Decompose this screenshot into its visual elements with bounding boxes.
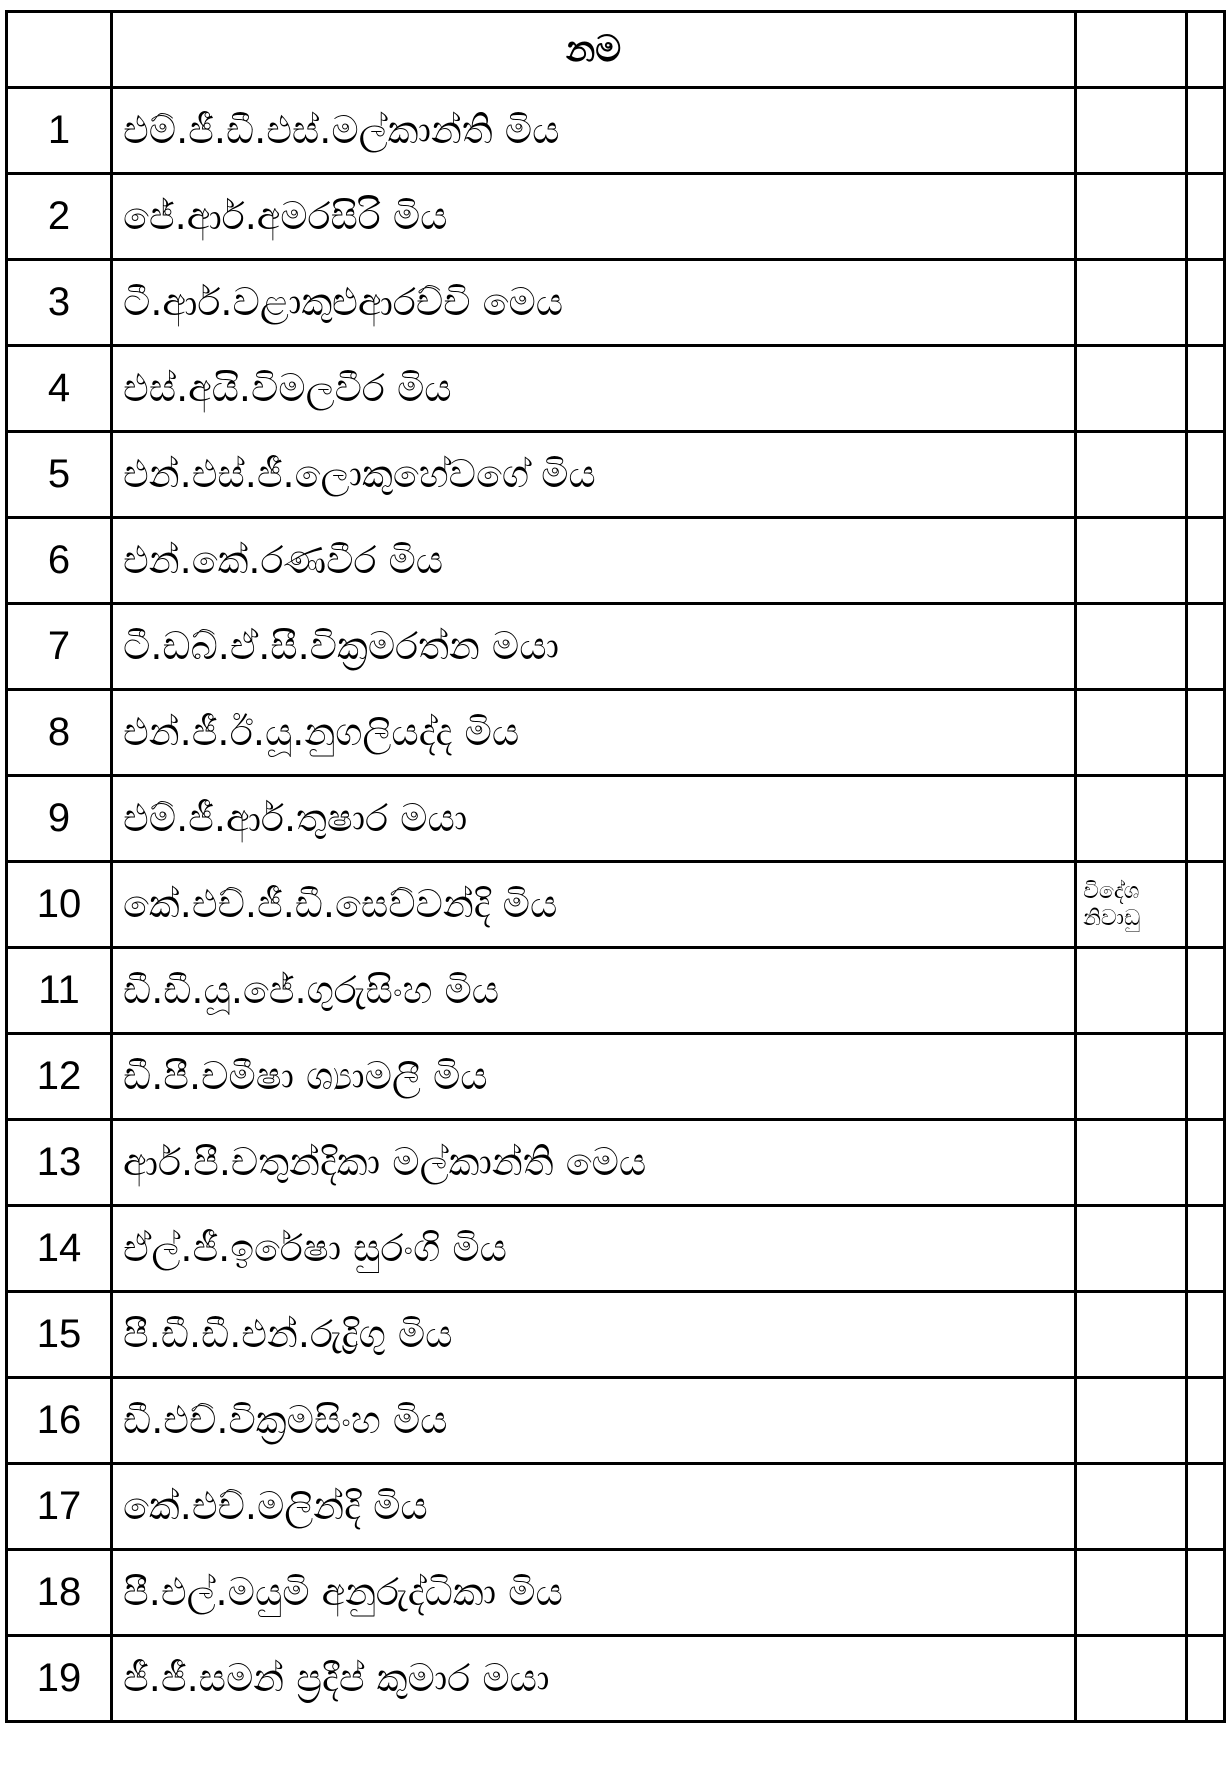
row-number-cell: 19: [7, 1636, 112, 1722]
table-row: [7, 1636, 1225, 1722]
table-row: [7, 1292, 1225, 1378]
table-row: [7, 1378, 1225, 1464]
row-name-cell: එන්.කේ.රණවීර මිය: [112, 518, 1076, 604]
row-extra-cell: [1186, 690, 1224, 776]
row-number-cell: 14: [7, 1206, 112, 1292]
row-note-cell: [1076, 1378, 1187, 1464]
row-extra-cell: [1186, 776, 1224, 862]
table-row: [7, 948, 1225, 1034]
row-number-cell: 12: [7, 1034, 112, 1120]
row-extra-cell: [1186, 174, 1224, 260]
table-row: [7, 260, 1225, 346]
table-row: [7, 1206, 1225, 1292]
row-note-cell: [1076, 948, 1187, 1034]
row-extra-cell: [1186, 1120, 1224, 1206]
table-row: [7, 690, 1225, 776]
row-name-cell: ජී.ජී.සමන් ප්‍රදීප් කුමාර මයා: [112, 1636, 1076, 1722]
row-number-cell: 15: [7, 1292, 112, 1378]
row-extra-cell: [1186, 88, 1224, 174]
row-number-cell: 9: [7, 776, 112, 862]
row-name-cell: එන්.ජී.ඊ.යූ.නුගලියද්ද මිය: [112, 690, 1076, 776]
row-number-cell: 17: [7, 1464, 112, 1550]
note-line: විදේශ: [1083, 878, 1140, 904]
row-number-cell: 7: [7, 604, 112, 690]
row-number-cell: 1: [7, 88, 112, 174]
row-note-cell: [1076, 1206, 1187, 1292]
table-row: [7, 604, 1225, 690]
row-number-cell: 11: [7, 948, 112, 1034]
row-note-cell: [1076, 690, 1187, 776]
table-body: [7, 12, 1225, 1722]
row-extra-cell: [1186, 432, 1224, 518]
row-name-cell: එම්.ජී.ඩී.එස්.මල්කාන්ති මිය: [112, 88, 1076, 174]
table-row: [7, 1464, 1225, 1550]
row-name-cell: ටී.ආර්.වළාකුළුආරච්චි මෙය: [112, 260, 1076, 346]
row-name-cell: පී.ඩී.ඩී.එන්.රුද්‍රිගු මිය: [112, 1292, 1076, 1378]
row-name-cell: එම්.ජී.ආර්.තුෂාර මයා: [112, 776, 1076, 862]
table-row: [7, 862, 1225, 948]
row-number-cell: 8: [7, 690, 112, 776]
row-note-cell: [1076, 776, 1187, 862]
staff-name-table: [5, 10, 1226, 1723]
row-name-cell: ඩී.එච්.වික්‍රමසිංහ මිය: [112, 1378, 1076, 1464]
row-extra-cell: [1186, 1464, 1224, 1550]
table-row: [7, 1120, 1225, 1206]
row-extra-cell: [1186, 346, 1224, 432]
row-name-cell: එන්.එස්.ජී.ලොකුහේවගේ මිය: [112, 432, 1076, 518]
row-note-cell: [1076, 432, 1187, 518]
table-row: [7, 174, 1225, 260]
row-name-cell: ඩී.පී.චමීෂා ශ්‍යාමලී මිය: [112, 1034, 1076, 1120]
header-note-cell: [1076, 12, 1187, 88]
row-note-cell: [1076, 518, 1187, 604]
row-extra-cell: [1186, 604, 1224, 690]
row-note-cell: [1076, 1464, 1187, 1550]
table-row: [7, 1550, 1225, 1636]
row-extra-cell: [1186, 260, 1224, 346]
note-line: නිවාඩු: [1083, 905, 1141, 931]
row-number-cell: 5: [7, 432, 112, 518]
row-extra-cell: [1186, 1550, 1224, 1636]
row-name-cell: එස්.අයි.විමලවීර මිය: [112, 346, 1076, 432]
table-row: [7, 432, 1225, 518]
row-note-cell: [1076, 88, 1187, 174]
row-number-cell: 6: [7, 518, 112, 604]
row-number-cell: 3: [7, 260, 112, 346]
row-extra-cell: [1186, 1292, 1224, 1378]
table-row: [7, 518, 1225, 604]
row-name-cell: ටී.ඩබ්.ඒ.සී.වික්‍රමරත්න මයා: [112, 604, 1076, 690]
row-name-cell: ඒල්.ජී.ඉරේෂා සුරංගි මිය: [112, 1206, 1076, 1292]
row-name-cell: පී.එල්.මයුමි අනුරුද්ධිකා මිය: [112, 1550, 1076, 1636]
row-name-cell: කේ.එච්.මලින්දි මිය: [112, 1464, 1076, 1550]
row-name-cell: ඩී.ඩී.යූ.ජේ.ගුරුසිංහ මිය: [112, 948, 1076, 1034]
row-number-cell: 2: [7, 174, 112, 260]
row-number-cell: 4: [7, 346, 112, 432]
row-number-cell: 18: [7, 1550, 112, 1636]
row-extra-cell: [1186, 862, 1224, 948]
row-extra-cell: [1186, 518, 1224, 604]
row-note-cell: [1076, 174, 1187, 260]
row-note-cell: [1076, 862, 1187, 948]
row-name-cell: කේ.එච්.ජී.ඩී.සෙව්වන්දි මිය: [112, 862, 1076, 948]
row-extra-cell: [1186, 948, 1224, 1034]
header-name-cell: නම: [112, 12, 1076, 88]
row-number-cell: 16: [7, 1378, 112, 1464]
row-note-cell: [1076, 1550, 1187, 1636]
row-extra-cell: [1186, 1378, 1224, 1464]
row-extra-cell: [1186, 1206, 1224, 1292]
row-note-cell: [1076, 346, 1187, 432]
table-row: [7, 776, 1225, 862]
row-number-cell: 10: [7, 862, 112, 948]
row-note-cell: [1076, 260, 1187, 346]
row-extra-cell: [1186, 1636, 1224, 1722]
table-row: [7, 1034, 1225, 1120]
row-note-cell: [1076, 1292, 1187, 1378]
header-number-cell: [7, 12, 112, 88]
table-row: [7, 88, 1225, 174]
row-name-cell: ජේ.ආර්.අමරසිරි මිය: [112, 174, 1076, 260]
table-row: [7, 346, 1225, 432]
header-extra-cell: [1186, 12, 1224, 88]
row-note-cell: [1076, 1636, 1187, 1722]
row-note-cell: [1076, 604, 1187, 690]
row-name-cell: ආර්.පී.චතුන්දිකා මල්කාන්ති මෙය: [112, 1120, 1076, 1206]
table-header-row: [7, 12, 1225, 88]
row-note-cell: [1076, 1034, 1187, 1120]
row-extra-cell: [1186, 1034, 1224, 1120]
row-note-cell: [1076, 1120, 1187, 1206]
row-number-cell: 13: [7, 1120, 112, 1206]
